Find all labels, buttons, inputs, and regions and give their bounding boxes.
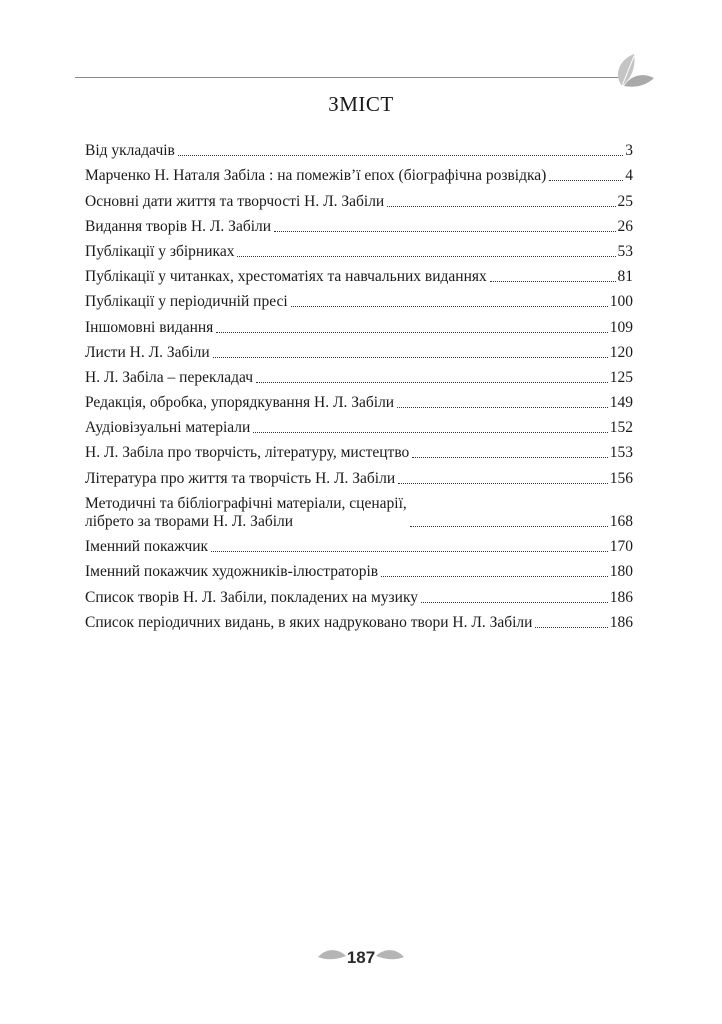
toc-entry[interactable] bbox=[85, 389, 633, 414]
toc-entry[interactable] bbox=[85, 137, 633, 162]
toc-leader-dots bbox=[256, 382, 608, 383]
header-rule bbox=[75, 77, 623, 78]
toc-entry-page: 100 bbox=[609, 293, 633, 311]
toc-leader-dots bbox=[490, 281, 616, 282]
toc-entry-title: Листи Н. Л. Забіли bbox=[85, 343, 210, 361]
toc-entry-page: 149 bbox=[609, 394, 633, 412]
toc-entry-page: 120 bbox=[609, 343, 633, 361]
toc-entry-page: 53 bbox=[617, 242, 633, 260]
toc-entry-title: Іншомовні видання bbox=[85, 318, 214, 336]
toc-entry-title: Публікації у читанках, хрестоматіях та навчальних виданнях bbox=[85, 268, 487, 286]
toc-entry-page: 152 bbox=[609, 419, 633, 437]
toc-entry-page: 186 bbox=[609, 588, 633, 606]
toc-entry-title: Список творів Н. Л. Забіли, покладених на музику bbox=[85, 588, 419, 606]
toc-leader-dots bbox=[387, 206, 615, 207]
toc-entry[interactable] bbox=[85, 609, 633, 634]
toc-entry-title: Редакція, обробка, упорядкування Н. Л. Забіли bbox=[85, 394, 395, 412]
toc-entry-title: Іменний покажчик bbox=[85, 538, 209, 556]
toc-entry[interactable] bbox=[85, 533, 633, 558]
toc-entry[interactable] bbox=[85, 339, 633, 364]
toc-leader-dots bbox=[421, 602, 608, 603]
toc-entry[interactable] bbox=[85, 162, 633, 187]
toc-leader-dots bbox=[549, 180, 623, 181]
toc-entry-page: 26 bbox=[617, 217, 633, 235]
toc-entry[interactable] bbox=[85, 583, 633, 608]
toc-entry-page: 81 bbox=[617, 268, 633, 286]
toc-leader-dots bbox=[237, 256, 615, 257]
toc-leader-dots bbox=[398, 483, 608, 484]
toc-entry[interactable] bbox=[85, 364, 633, 389]
toc-leader-dots bbox=[412, 457, 607, 458]
toc-entry-title: Публікації у збірниках bbox=[85, 242, 235, 260]
toc-entry[interactable] bbox=[85, 238, 633, 263]
page-number: 187 bbox=[346, 948, 376, 967]
toc-entry-page: 4 bbox=[625, 167, 633, 185]
toc-leader-dots bbox=[397, 407, 608, 408]
toc-entry[interactable] bbox=[85, 288, 633, 313]
toc-entry-title: Від укладачів bbox=[85, 142, 175, 160]
page-footer bbox=[0, 944, 722, 974]
toc-entry-page: 125 bbox=[609, 368, 633, 386]
toc-entry-title: Н. Л. Забіла – перекладач bbox=[85, 368, 254, 386]
toc-entry-page: 168 bbox=[609, 513, 633, 531]
leaf-ornament-icon bbox=[608, 50, 656, 90]
toc-entry-title: Список періодичних видань, в яких надруковано твори Н. Л. Забіли bbox=[85, 613, 533, 631]
toc-entry[interactable] bbox=[85, 313, 633, 338]
toc-entry-title: Видання творів Н. Л. Забіли bbox=[85, 217, 272, 235]
toc-entry-title: Аудіовізуальні матеріали bbox=[85, 419, 251, 437]
toc-leader-dots bbox=[381, 576, 608, 577]
toc-leader-dots bbox=[253, 432, 607, 433]
toc-entry-page: 180 bbox=[609, 563, 633, 581]
toc-entry[interactable] bbox=[85, 263, 633, 288]
toc-leader-dots bbox=[178, 155, 623, 156]
toc-leader-dots bbox=[216, 332, 607, 333]
toc-leader-dots bbox=[213, 357, 608, 358]
toc-entry[interactable] bbox=[85, 213, 633, 238]
toc-entry-page: 186 bbox=[609, 613, 633, 631]
toc-entry-title: Основні дати життя та творчості Н. Л. Забіли bbox=[85, 192, 385, 210]
toc-entry[interactable] bbox=[85, 414, 633, 439]
toc-leader-dots bbox=[535, 627, 607, 628]
toc-entry-page: 156 bbox=[609, 469, 633, 487]
toc-entry-title: Література про життя та творчість Н. Л. Забіли bbox=[85, 469, 396, 487]
toc-leader-dots bbox=[410, 526, 608, 527]
page-title: ЗМІСТ bbox=[328, 92, 394, 116]
toc-entry[interactable] bbox=[85, 558, 633, 583]
toc-entry-page: 153 bbox=[609, 444, 633, 462]
toc-entry[interactable] bbox=[85, 439, 633, 464]
toc-entry-page: 25 bbox=[617, 192, 633, 210]
toc-entry[interactable] bbox=[85, 490, 633, 533]
toc-entry-title: Методичні та бібліографічні матеріали, сценарії, лібрето за творами Н. Л. Забіли bbox=[85, 495, 407, 531]
toc-entry[interactable] bbox=[85, 187, 633, 212]
toc-entry-page: 109 bbox=[609, 318, 633, 336]
toc-entry-title: Н. Л. Забіла про творчість, літературу, мистецтво bbox=[85, 444, 410, 462]
table-of-contents bbox=[85, 137, 633, 634]
toc-entry-title: Публікації у періодичній пресі bbox=[85, 293, 288, 311]
toc-leader-dots bbox=[211, 551, 608, 552]
toc-entry-title: Марченко Н. Наталя Забіла : на помежів’ї епох (біографічна розвідка) bbox=[85, 167, 547, 185]
toc-leader-dots bbox=[274, 231, 615, 232]
toc-entry-page: 170 bbox=[609, 538, 633, 556]
toc-entry[interactable] bbox=[85, 464, 633, 489]
toc-leader-dots bbox=[291, 306, 608, 307]
toc-entry-title: Іменний покажчик художників-ілюстраторів bbox=[85, 563, 379, 581]
toc-entry-page: 3 bbox=[625, 142, 633, 160]
